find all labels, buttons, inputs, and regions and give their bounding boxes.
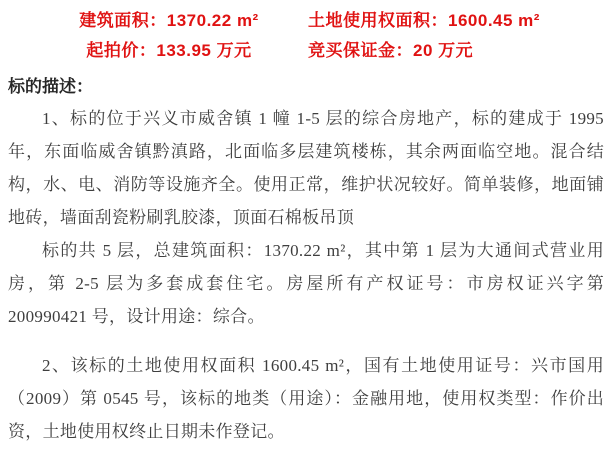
starting-price-fact: 起拍价：133.95 万元: [86, 41, 252, 60]
paragraph-land-use-rights: 2、该标的土地使用权面积 1600.45 m²，国有土地使用证号：兴市国用（2009）第 0545 号，该标的地类（用途）：金融用地，使用权类型：作价出资，土地使用权终止日期未作登记。: [8, 356, 604, 441]
facts-row-prices: [8, 36, 604, 66]
land-use-right-area-fact: 土地使用权面积：1600.45 m²: [308, 11, 540, 30]
target-description-title: 标的描述：: [8, 77, 93, 96]
facts-row-areas: [8, 6, 604, 36]
building-area-fact: 建筑面积：1370.22 m²: [79, 11, 259, 30]
key-facts-header: [8, 6, 604, 66]
paragraph-property-location: 1、标的位于兴义市威舍镇 1 幢 1-5 层的综合房地产，标的建成于 1995 年，东面临威舍镇黔滇路，北面临多层建筑楼栋，其余两面临空地。混合结构，水、电、消防等设施齐全。使用正常，维护状况较好。简单装修，地面铺地砖，墙面刮瓷粉刷乳胶漆，顶面石棉板吊顶: [8, 109, 604, 227]
bid-deposit-fact: 竞买保证金：20 万元: [308, 41, 474, 60]
paragraph-building-details: 标的共 5 层，总建筑面积：1370.22 m²，其中第 1 层为大通间式营业用房，第 2-5 层为多套成套住宅。房屋所有产权证号：市房权证兴字第 200990421 号，设计用途：综合。: [8, 241, 604, 326]
